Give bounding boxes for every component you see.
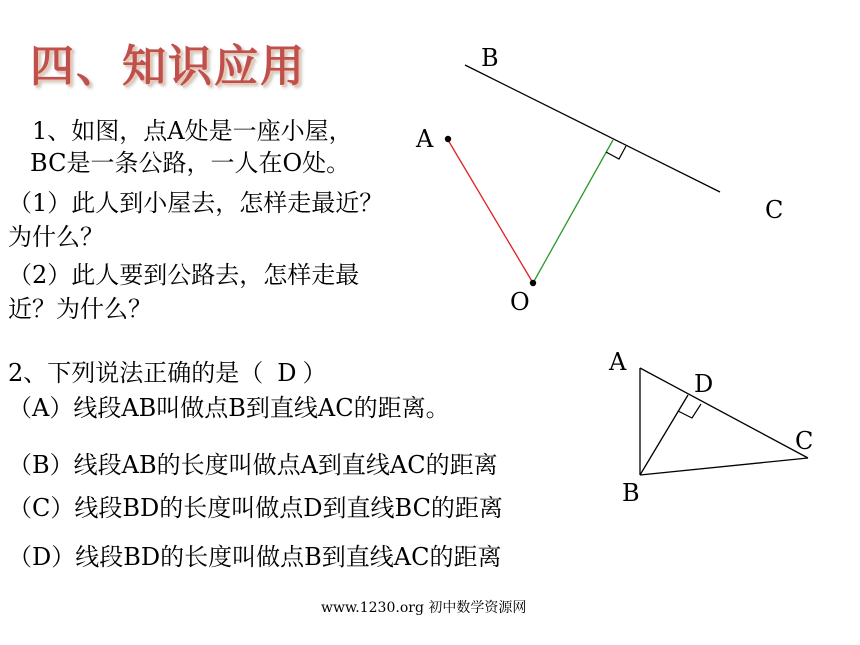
point-o bbox=[530, 280, 536, 286]
q1-sub1-line1: （1）此人到小屋去，怎样走最近？ bbox=[8, 189, 384, 217]
q2-answer: D bbox=[277, 359, 297, 387]
segment-bc bbox=[640, 458, 808, 475]
q2-stem-text: 2、下列说法正确的是（ bbox=[8, 359, 264, 387]
q1-line2: BC是一条公路，一人在O处。 bbox=[30, 149, 351, 177]
q1-sub2-line2: 近？为什么？ bbox=[8, 295, 152, 323]
fig1-label-a: A bbox=[416, 125, 434, 153]
q2-option-c: （C）线段BD的长度叫做点D到直线BC的距离 bbox=[8, 494, 503, 522]
q1-sub1-line2: 为什么？ bbox=[8, 223, 104, 251]
footer-source: www.1230.org 初中数学资源网 bbox=[321, 600, 527, 616]
q2-option-a: （A）线段AB叫做点B到直线AC的距离。 bbox=[8, 394, 450, 422]
fig2-label-b: B bbox=[622, 479, 640, 507]
fig1-label-b: B bbox=[481, 44, 499, 72]
point-a bbox=[445, 136, 451, 142]
slide-title: 四、知识应用 bbox=[30, 41, 306, 92]
fig1-label-o: O bbox=[510, 288, 530, 316]
q2-option-d: （D）线段BD的长度叫做点B到直线AC的距离 bbox=[8, 543, 502, 571]
fig2-label-d: D bbox=[694, 370, 714, 398]
fig2-label-a: A bbox=[609, 348, 627, 376]
segment-perpendicular bbox=[533, 140, 613, 283]
q2-close: ） bbox=[302, 359, 327, 387]
fig2-label-c: C bbox=[795, 427, 814, 455]
q1-sub2-line1: （2）此人要到公路去，怎样走最 bbox=[8, 261, 360, 289]
q1-line1: 1、如图，点A处是一座小屋， bbox=[32, 117, 353, 145]
segment-bd bbox=[640, 395, 688, 475]
segment-ac bbox=[640, 368, 808, 458]
road-line-bc bbox=[465, 65, 720, 192]
fig1-label-c: C bbox=[765, 196, 784, 224]
q2-option-b: （B）线段AB的长度叫做点A到直线AC的距离 bbox=[8, 451, 498, 479]
segment-oa bbox=[448, 140, 533, 283]
